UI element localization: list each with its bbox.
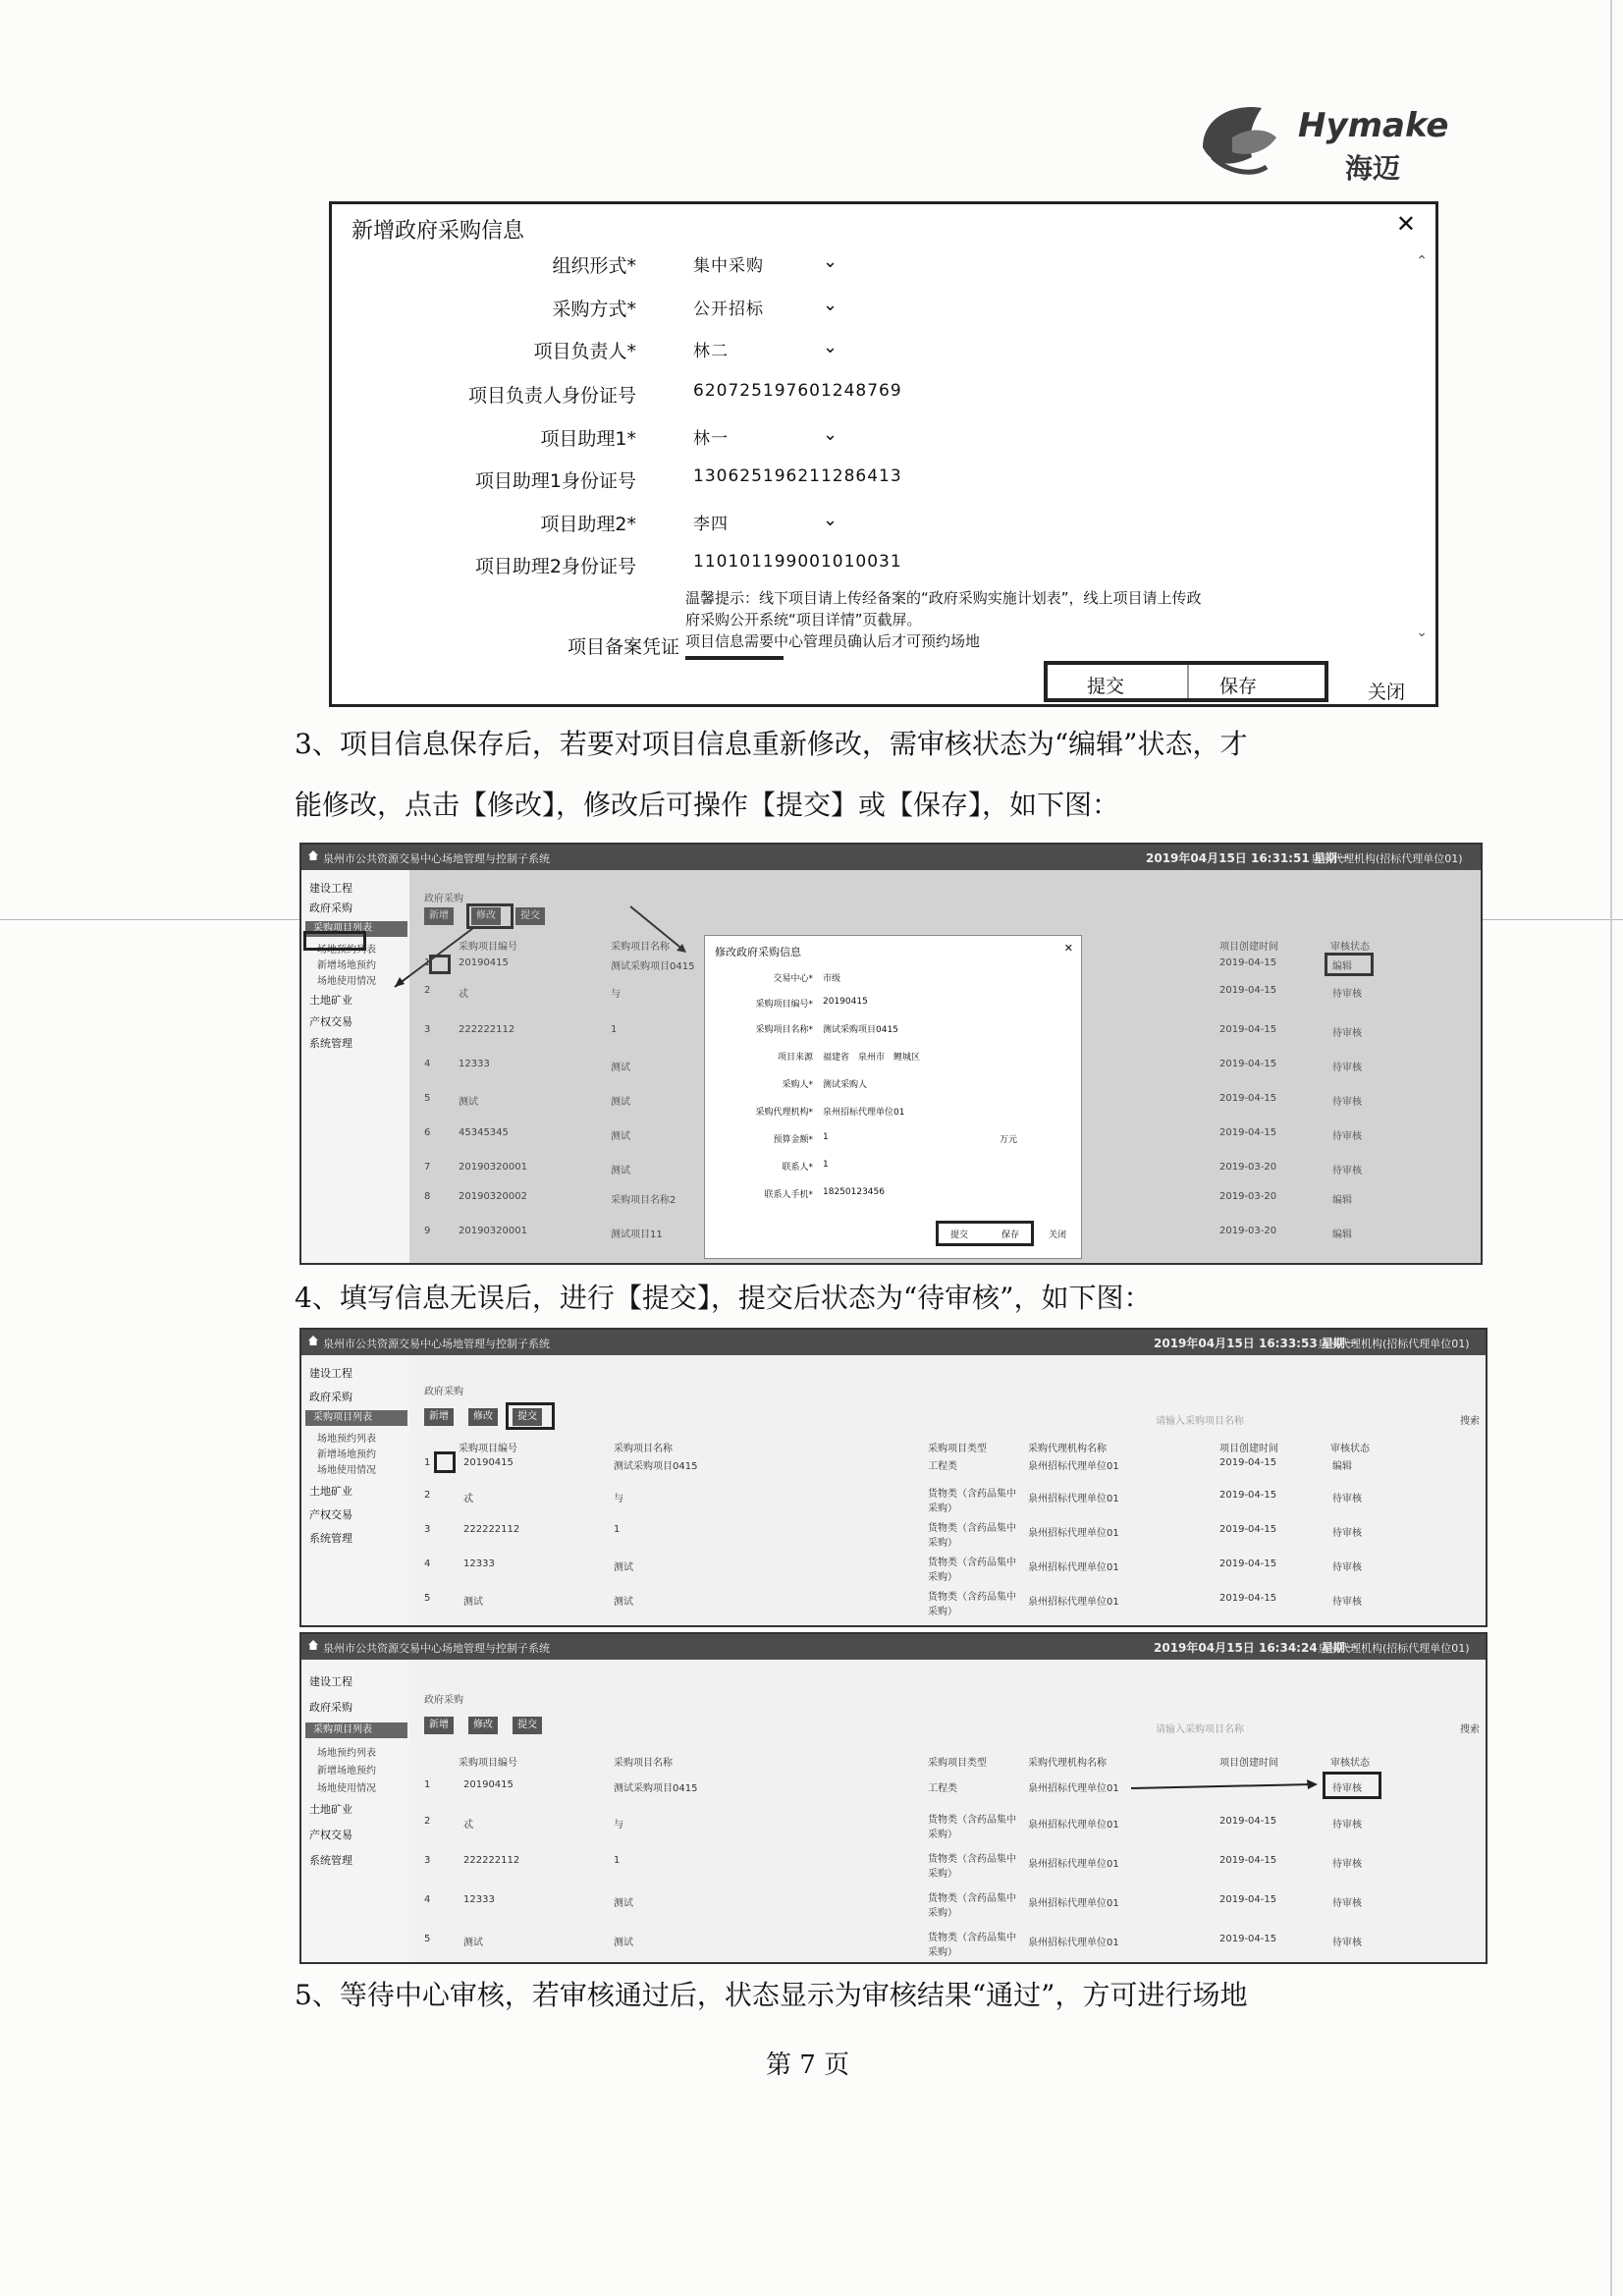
form-row[interactable]: [332, 552, 1392, 587]
highlight-box: [506, 1402, 555, 1430]
chevron-down-icon[interactable]: ⌄: [823, 424, 839, 445]
cell: 采购项目名称2: [611, 1195, 676, 1206]
field-value: 110101199001010031: [693, 552, 902, 572]
cell: 货物类（含药品集中采购）: [928, 1592, 1016, 1617]
cell: 货物类（含药品集中采购）: [928, 1933, 1016, 1958]
field-value[interactable]: 测试采购人: [823, 1080, 868, 1090]
cell: 测试: [459, 1097, 478, 1108]
paragraph: 4、填写信息无误后，进行【提交】，提交后状态为“待审核”，如下图：: [295, 1282, 1152, 1314]
status-cell: 待审核: [1332, 1898, 1362, 1909]
logo-text-cn: 海迈: [1345, 152, 1401, 185]
cell: 45345345: [459, 1127, 509, 1138]
edit-button[interactable]: 修改: [468, 1717, 498, 1734]
field-value[interactable]: 泉州招标代理单位01: [823, 1108, 905, 1118]
user-name[interactable]: 泉州代理机构(招标代理单位01): [1318, 1642, 1470, 1655]
sidebar-item[interactable]: 系统管理: [309, 1532, 352, 1545]
cell: 测试: [614, 1938, 633, 1948]
cell: 忒: [463, 1820, 473, 1831]
field-value[interactable]: 测试采购项目0415: [823, 1025, 898, 1035]
cell: 测试: [611, 1063, 630, 1073]
cell: 2019-04-15: [1219, 1490, 1277, 1501]
sidebar-item[interactable]: 土地矿业: [309, 1803, 352, 1816]
field-value[interactable]: 福建省 泉州市 鲤城区: [823, 1053, 921, 1063]
sidebar-item[interactable]: 政府采购: [309, 902, 352, 914]
sidebar-item-active[interactable]: 采购项目列表: [305, 921, 407, 937]
cell: 2019-04-15: [1219, 1093, 1277, 1104]
column-header[interactable]: 采购项目编号: [459, 1444, 517, 1454]
column-header[interactable]: 采购项目编号: [459, 1758, 517, 1769]
field-label: 项目负责人*: [533, 341, 636, 362]
field-value: 李四: [693, 515, 729, 534]
paragraph: 3、项目信息保存后，若要对项目信息重新修改，需审核状态为“编辑”状态，才: [295, 728, 1248, 760]
sidebar-item[interactable]: 系统管理: [309, 1854, 352, 1867]
status-cell: 待审核: [1332, 989, 1362, 1000]
highlight-box: [303, 931, 366, 951]
cell: 测试: [611, 1131, 630, 1142]
cell: 货物类（含药品集中采购）: [928, 1523, 1016, 1549]
cell: 泉州招标代理单位01: [1028, 1494, 1119, 1504]
scan-fold: [1610, 0, 1612, 2296]
tip-text: [685, 587, 1412, 652]
cell: 忒: [463, 1494, 473, 1504]
cell: 测试采购项目0415: [614, 1461, 698, 1472]
logo-text-en: Hymake: [1298, 106, 1449, 145]
cell: 2019-03-20: [1219, 1162, 1277, 1173]
cell: 12333: [459, 1059, 490, 1069]
hymake-logo-icon: [1193, 98, 1281, 182]
cell: 2019-04-15: [1219, 1059, 1277, 1069]
cell: 测试: [463, 1597, 483, 1608]
cell: 12333: [463, 1558, 495, 1569]
cell: 与: [614, 1494, 623, 1504]
record-label: 项目备案凭证: [567, 636, 679, 658]
cell: 2019-03-20: [1219, 1191, 1277, 1202]
search-button[interactable]: 搜索: [1460, 1416, 1480, 1427]
cell: 12333: [463, 1894, 495, 1905]
field-label: 采购代理机构*: [755, 1108, 813, 1118]
field-value: 林二: [693, 342, 729, 361]
field-label: 项目负责人身份证号: [467, 385, 636, 407]
edit-button[interactable]: 修改: [471, 907, 501, 925]
dialog-title: 新增政府采购信息: [352, 219, 525, 244]
sidebar-subitem[interactable]: 场地使用情况: [317, 976, 376, 987]
field-label: 联系人手机*: [764, 1190, 813, 1200]
breadcrumb: 政府采购: [424, 1695, 463, 1706]
row-number: 1: [424, 957, 431, 968]
sidebar-item[interactable]: 建设工程: [309, 882, 352, 895]
status-cell: 待审核: [1332, 1859, 1362, 1870]
submit-button[interactable]: 提交: [1087, 676, 1125, 697]
field-value: 公开招标: [693, 300, 764, 319]
sidebar-subitem[interactable]: 场地预约列表: [317, 1434, 376, 1445]
close-icon[interactable]: ✕: [1395, 210, 1416, 238]
add-button[interactable]: 新增: [424, 1408, 454, 1426]
datetime: 2019年04月15日 16:31:51 星期一: [1146, 851, 1349, 865]
cell: 测试: [614, 1597, 633, 1608]
row-number: 9: [424, 1226, 431, 1236]
system-title: 泉州市公共资源交易中心场地管理与控制子系统: [323, 1642, 550, 1655]
user-name[interactable]: 泉州代理机构(招标代理单位01): [1318, 1338, 1470, 1350]
cell: 2019-04-15: [1219, 1816, 1277, 1827]
form-row[interactable]: [332, 295, 1392, 330]
cell: 测试采购项目0415: [614, 1783, 698, 1794]
field-value: 620725197601248769: [693, 381, 902, 401]
column-header[interactable]: 采购项目名称: [614, 1758, 673, 1769]
cell: 货物类（含药品集中采购）: [928, 1489, 1016, 1514]
submit-button[interactable]: 提交: [950, 1230, 969, 1240]
row-number: 4: [424, 1558, 431, 1569]
edit-button[interactable]: 修改: [468, 1408, 498, 1426]
row-number: 6: [424, 1127, 431, 1138]
screenshot-pending: [299, 1632, 1488, 1964]
row-number: 5: [424, 1093, 431, 1104]
cell: 20190320001: [459, 1226, 527, 1236]
cell: 222222112: [463, 1855, 520, 1866]
cell: 货物类（含药品集中采购）: [928, 1558, 1016, 1583]
column-header[interactable]: 项目创建时间: [1219, 942, 1278, 953]
sidebar-subitem[interactable]: 新增场地预约: [317, 1766, 376, 1777]
cell: 泉州招标代理单位01: [1028, 1597, 1119, 1608]
user-name[interactable]: 泉州代理机构(招标代理单位01): [1311, 852, 1463, 865]
row-number: 1: [424, 1457, 431, 1468]
status-cell: 待审核: [1332, 1131, 1362, 1142]
cell: 货物类（含药品集中采购）: [928, 1815, 1016, 1840]
new-procurement-dialog: [329, 201, 1438, 707]
sidebar-item-active[interactable]: 采购项目列表: [305, 1722, 407, 1738]
cell: 2019-04-15: [1219, 1524, 1277, 1535]
column-header[interactable]: 采购代理机构名称: [1028, 1758, 1107, 1769]
field-label: 项目助理2身份证号: [474, 556, 636, 577]
field-label: 项目助理1*: [540, 428, 636, 450]
row-number: 4: [424, 1894, 431, 1905]
sidebar-subitem[interactable]: 场地使用情况: [317, 1465, 376, 1476]
page-number: 第 7 页: [766, 2050, 850, 2080]
cell: 泉州招标代理单位01: [1028, 1859, 1119, 1870]
home-icon[interactable]: [307, 1335, 319, 1346]
chevron-down-icon[interactable]: ⌄: [823, 251, 839, 272]
sidebar-item[interactable]: 产权交易: [309, 1508, 352, 1521]
cell: 工程类: [928, 1461, 957, 1472]
status-cell: 待审核: [1332, 1166, 1362, 1176]
add-button[interactable]: 新增: [424, 907, 454, 925]
cell: 20190415: [459, 957, 509, 968]
column-header[interactable]: 采购项目名称: [614, 1444, 673, 1454]
cell: 2019-04-15: [1219, 985, 1277, 996]
datetime: 2019年04月15日 16:33:53 星期一: [1154, 1337, 1357, 1350]
cell: 2019-04-15: [1219, 957, 1277, 968]
breadcrumb: 政府采购: [424, 894, 463, 904]
column-header[interactable]: 审核状态: [1330, 942, 1370, 953]
status-cell: 编辑: [1332, 1230, 1352, 1240]
cell: 测试: [611, 1097, 630, 1108]
cell: 测试: [614, 1898, 633, 1909]
field-label: 采购人*: [782, 1080, 813, 1090]
cell: 工程类: [928, 1783, 957, 1794]
form-row[interactable]: [332, 424, 1392, 460]
system-title: 泉州市公共资源交易中心场地管理与控制子系统: [323, 852, 550, 865]
sidebar-subitem[interactable]: 场地使用情况: [317, 1783, 376, 1794]
column-header[interactable]: 审核状态: [1330, 1758, 1370, 1769]
row-number: 3: [424, 1024, 431, 1035]
field-value[interactable]: 20190415: [823, 997, 868, 1007]
form-row[interactable]: [332, 510, 1392, 545]
search-input[interactable]: 请输入采购项目名称: [1156, 1416, 1244, 1427]
cell: 222222112: [463, 1524, 520, 1535]
cell: 222222112: [459, 1024, 515, 1035]
sidebar-subitem[interactable]: 新增场地预约: [317, 1449, 376, 1460]
tip-line: 温馨提示：线下项目请上传经备案的“政府采购实施计划表”，线上项目请上传政: [685, 589, 1202, 607]
top-bar: [301, 845, 1481, 870]
search-button[interactable]: 搜索: [1460, 1724, 1480, 1735]
scroll-up-icon[interactable]: ⌃: [1416, 253, 1428, 269]
row-number: 3: [424, 1855, 431, 1866]
divider: [1187, 665, 1189, 698]
cell: 货物类（含药品集中采购）: [928, 1893, 1016, 1919]
field-label: 组织形式*: [552, 255, 636, 277]
cell: 2019-04-15: [1219, 1024, 1277, 1035]
cell: 2019-04-15: [1219, 1855, 1277, 1866]
tip-line: 项目信息需要中心管理员确认后才可预约场地: [685, 632, 981, 650]
cell: 泉州招标代理单位01: [1028, 1783, 1119, 1794]
status-cell: 编辑: [1332, 1461, 1352, 1472]
close-button[interactable]: 关闭: [1368, 682, 1406, 703]
cell: 测试项目11: [611, 1230, 663, 1240]
cell: 1: [611, 1024, 618, 1035]
column-header[interactable]: 采购项目类型: [928, 1444, 987, 1454]
field-value: 130625196211286413: [693, 466, 902, 486]
cell: 1: [614, 1524, 621, 1535]
row-number: 5: [424, 1934, 431, 1944]
close-icon[interactable]: ✕: [1063, 942, 1073, 955]
add-button[interactable]: 新增: [424, 1717, 454, 1734]
row-number: 2: [424, 1490, 431, 1501]
field-label: 交易中心*: [773, 974, 813, 984]
status-cell: 待审核: [1332, 1063, 1362, 1073]
column-header[interactable]: 项目创建时间: [1219, 1758, 1278, 1769]
action-box: [1044, 661, 1328, 702]
save-button[interactable]: 保存: [1001, 1230, 1020, 1240]
cell: 2019-04-15: [1219, 1558, 1277, 1569]
cell: 与: [614, 1820, 623, 1831]
row-number: 4: [424, 1059, 431, 1069]
column-header[interactable]: 采购项目编号: [459, 942, 517, 953]
cell: 忒: [459, 989, 468, 1000]
form-row[interactable]: [332, 466, 1392, 502]
submit-button[interactable]: 提交: [513, 1408, 542, 1426]
paragraph: 5、等待中心审核，若审核通过后，状态显示为审核结果“通过”，方可进行场地: [295, 1979, 1248, 2011]
sidebar-subitem[interactable]: 场地预约列表: [317, 1748, 376, 1759]
cell: 泉州招标代理单位01: [1028, 1938, 1119, 1948]
status-cell: 待审核: [1332, 1938, 1362, 1948]
cell: 泉州招标代理单位01: [1028, 1820, 1119, 1831]
column-header[interactable]: 审核状态: [1330, 1444, 1370, 1454]
cell: 泉州招标代理单位01: [1028, 1461, 1119, 1472]
status-cell: 待审核: [1332, 1528, 1362, 1539]
status-cell: 编辑: [1332, 961, 1352, 972]
datetime: 2019年04月15日 16:34:24 星期一: [1154, 1641, 1357, 1655]
field-label: 联系人*: [782, 1163, 813, 1173]
field-label: 预算金额*: [773, 1135, 813, 1145]
chevron-down-icon[interactable]: ⌄: [823, 510, 839, 530]
column-header[interactable]: 采购项目类型: [928, 1758, 987, 1769]
screenshot-edit: [299, 843, 1483, 1265]
cell: 与: [611, 989, 621, 1000]
cell: 2019-04-15: [1219, 1934, 1277, 1944]
sidebar-item[interactable]: 土地矿业: [309, 1485, 352, 1498]
highlight-mark: [685, 656, 784, 660]
sidebar-item[interactable]: 产权交易: [309, 1015, 352, 1028]
row-number: 2: [424, 985, 431, 996]
form-row[interactable]: [332, 251, 1392, 287]
modal-title: 修改政府采购信息: [715, 946, 801, 958]
chevron-down-icon[interactable]: ⌄: [823, 337, 839, 357]
scroll-down-icon[interactable]: ⌄: [1416, 625, 1428, 640]
cell: 1: [614, 1855, 621, 1866]
home-icon[interactable]: [307, 849, 319, 861]
sidebar-item[interactable]: 系统管理: [309, 1037, 352, 1050]
search-input[interactable]: 请输入采购项目名称: [1156, 1724, 1244, 1735]
row-number: 5: [424, 1593, 431, 1604]
status-cell: 待审核: [1332, 1783, 1362, 1794]
status-cell: 待审核: [1332, 1562, 1362, 1573]
cell: 测试: [614, 1562, 633, 1573]
sidebar: [301, 1355, 409, 1625]
field-label: 项目助理1身份证号: [474, 470, 636, 492]
form-row[interactable]: [332, 381, 1392, 416]
sidebar-item[interactable]: 土地矿业: [309, 994, 352, 1007]
field-label: 采购项目名称*: [755, 1025, 813, 1035]
system-title: 泉州市公共资源交易中心场地管理与控制子系统: [323, 1338, 550, 1350]
field-value[interactable]: 1: [823, 1160, 829, 1170]
field-value: 集中采购: [693, 256, 764, 276]
save-button[interactable]: 保存: [1219, 676, 1258, 697]
submit-button[interactable]: 提交: [515, 907, 545, 925]
screenshot-submit: [299, 1328, 1488, 1627]
row-number: 3: [424, 1524, 431, 1535]
paragraph: 能修改，点击【修改】，修改后可操作【提交】或【保存】，如下图：: [295, 789, 1120, 821]
cell: 2019-03-20: [1219, 1226, 1277, 1236]
field-label: 采购项目编号*: [755, 1000, 813, 1010]
row-number: 7: [424, 1162, 431, 1173]
chevron-down-icon[interactable]: ⌄: [823, 295, 839, 315]
submit-button[interactable]: 提交: [513, 1717, 542, 1734]
arrow-icon: [1126, 1777, 1323, 1796]
sidebar-item[interactable]: 政府采购: [309, 1701, 352, 1714]
sidebar: [301, 1660, 409, 1962]
field-value[interactable]: 1: [823, 1132, 829, 1142]
sidebar-item-active[interactable]: 采购项目列表: [305, 1410, 407, 1426]
column-header[interactable]: 项目创建时间: [1219, 1444, 1278, 1454]
breadcrumb: 政府采购: [424, 1387, 463, 1397]
column-header[interactable]: 采购项目名称: [611, 942, 670, 953]
row-number: 1: [424, 1779, 431, 1790]
status-cell: 待审核: [1332, 1597, 1362, 1608]
cell: 2019-04-15: [1219, 1593, 1277, 1604]
field-label: 项目来源: [777, 1053, 813, 1063]
column-header[interactable]: 采购代理机构名称: [1028, 1444, 1107, 1454]
top-bar: [301, 1634, 1486, 1660]
sidebar-subitem[interactable]: 新增场地预约: [317, 960, 376, 971]
cell: 2019-04-15: [1219, 1894, 1277, 1905]
status-cell: 待审核: [1332, 1097, 1362, 1108]
field-label: 采购方式*: [552, 299, 636, 320]
sidebar-subitem[interactable]: 场地预约列表: [317, 945, 376, 956]
close-button[interactable]: 关闭: [1049, 1230, 1067, 1240]
cell: 20190415: [463, 1457, 514, 1468]
field-value: 林一: [693, 429, 729, 449]
sidebar-item[interactable]: 建设工程: [309, 1675, 352, 1688]
cell: 货物类（含药品集中采购）: [928, 1854, 1016, 1880]
cell: 泉州招标代理单位01: [1028, 1898, 1119, 1909]
home-icon[interactable]: [307, 1639, 319, 1651]
cell: 泉州招标代理单位01: [1028, 1528, 1119, 1539]
row-number: 8: [424, 1191, 431, 1202]
top-bar: [301, 1330, 1486, 1355]
cell: 2019-04-15: [1219, 1457, 1277, 1468]
cell: 20190320002: [459, 1191, 527, 1202]
status-cell: 待审核: [1332, 1820, 1362, 1831]
cell: 2019-04-15: [1219, 1127, 1277, 1138]
cell: 20190415: [463, 1779, 514, 1790]
cell: 20190320001: [459, 1162, 527, 1173]
status-cell: 待审核: [1332, 1494, 1362, 1504]
sidebar-item[interactable]: 政府采购: [309, 1391, 352, 1403]
unit-label: 万元: [1000, 1135, 1018, 1145]
cell: 测试: [463, 1938, 483, 1948]
cell: 泉州招标代理单位01: [1028, 1562, 1119, 1573]
cell: 测试采购项目0415: [611, 961, 695, 972]
field-label: 项目助理2*: [540, 514, 636, 535]
field-value[interactable]: 市级: [823, 974, 841, 984]
status-cell: 编辑: [1332, 1195, 1352, 1206]
tip-line: 府采购公开系统“项目详情”页截屏。: [685, 611, 922, 629]
form-row[interactable]: [332, 337, 1392, 372]
cell: 测试: [611, 1166, 630, 1176]
row-number: 2: [424, 1816, 431, 1827]
edit-modal: [704, 935, 1082, 1259]
checkbox-highlight[interactable]: [434, 1451, 456, 1473]
sidebar-item[interactable]: 产权交易: [309, 1829, 352, 1841]
field-value[interactable]: 18250123456: [823, 1187, 885, 1197]
sidebar-item[interactable]: 建设工程: [309, 1367, 352, 1380]
status-cell: 待审核: [1332, 1028, 1362, 1039]
